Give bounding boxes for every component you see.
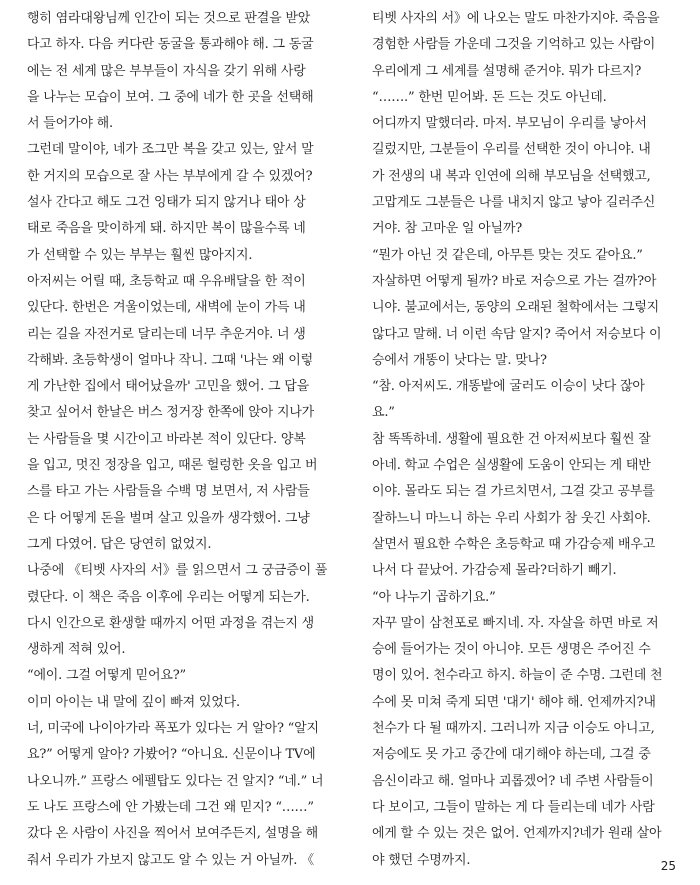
text-line: 가 선택할 수 있는 부부는 훨씬 많아지지. [27,247,253,263]
text-line: 설사 간다고 해도 그건 잉태가 되지 않거나 태아 상 [27,195,306,211]
text-line: 나오니까.” 프랑스 에펠탑도 있다는 건 알지? “네.” 너 [27,773,324,789]
text-line: 야 했던 수명까지. [372,852,471,868]
text-line: 우리에게 그 세계를 설명해 준거야. 뭐가 다르지? [372,63,642,79]
text-line: 않다고 말해. 너 이런 속담 알지? 죽어서 저승보다 이 [372,326,662,342]
text-line: 에게 할 수 있는 것은 없어. 언제까지?네가 원래 살아 [372,826,662,842]
text-line: 나서 다 끝났어. 가감승제 몰라?더하기 빼기. [372,563,617,579]
page-number: 25 [660,859,676,873]
text-line: 살면서 필요한 수학은 초등학교 때 가감승제 배우고 [372,536,656,552]
text-line: 생하게 적혀 있어. [27,642,126,658]
text-line: 렸단다. 이 책은 죽음 이후에 우리는 어떻게 되는가. [27,589,310,605]
text-line: 승에 들어가는 것이 아니야. 모든 생명은 주어진 수 [372,642,651,658]
text-line: 천수가 다 될 때까지. 그러니까 지금 이승도 아니고, [372,721,655,737]
text-line: 는 사람들을 몇 시간이고 바라본 적이 있단다. 양복 [27,431,306,447]
text-line: “아 나누기 곱하기요.” [372,589,496,605]
text-line: 니야. 불교에서는, 동양의 오래된 철학에서는 그렇지 [372,300,660,316]
left-text-column [27,6,335,874]
text-line: 아네. 학교 수업은 실생활에 도움이 안되는 게 태반 [372,458,651,474]
text-line: 줘서 우리가 가보지 않고도 알 수 있는 거 아닐까. 《 [27,852,314,868]
text-line: 게 가난한 집에서 태어났을까' 고민을 했어. 그 답을 [27,379,309,395]
text-line: 수에 못 미쳐 죽게 되면 '대기' 해야 해. 언제까지?내 [372,694,656,710]
text-line: 각해봐. 초등학생이 얼마나 작니. 그때 '나는 왜 이렇 [27,352,313,368]
text-line: 도 나도 프랑스에 안 가봤는데 그건 왜 믿지? “……” [27,799,314,815]
text-line: 갔다 온 사람이 사진을 찍어서 보여주든지, 설명을 해 [27,826,318,842]
text-line: 너, 미국에 나이아가라 폭포가 있다는 거 알아? “알지 [27,721,319,737]
text-line: 승에서 개똥이 낫다는 말. 맞나? [372,352,547,368]
text-line: 나중에 《티벳 사자의 서》를 읽으면서 그 궁금증이 풀 [27,563,328,579]
text-line: 티벳 사자의 서》에 나오는 말도 마찬가지야. 죽음을 [372,11,660,26]
text-line: 저승에도 못 가고 중간에 대기해야 하는데, 그걸 중 [372,747,651,763]
text-line: 가 전생의 내 복과 인연에 의해 부모님을 선택했고, [372,168,651,184]
right-text-column [372,6,680,874]
text-line: 요?” 어떻게 알아? 가봤어? “아니요. 신문이나 TV에 [27,747,316,763]
text-line: 다 보이고, 그들이 말하는 게 다 들리는데 네가 사람 [372,799,655,815]
text-line: 을 나누는 모습이 보여. 그 중에 네가 한 곳을 선택해 [27,89,314,105]
text-line: 에는 전 세계 많은 부부들이 자식을 갖기 위해 사랑 [27,63,306,79]
text-line: 음신이라고 해. 얼마나 괴롭겠어? 네 주변 사람들이 [372,773,654,789]
text-line: 그런데 말이야, 네가 조그만 복을 갖고 있는, 앞서 말 [27,142,314,158]
text-line: 참 똑똑하네. 생활에 필요한 건 아저씨보다 훨씬 잘 [372,431,651,447]
text-line: 길렀지만, 그분들이 우리를 선택한 것이 아니야. 내 [372,142,651,158]
text-line: 명이 있어. 천수라고 하지. 하늘이 준 수명. 그런데 천 [372,668,663,684]
text-line: “…….” 한번 믿어봐. 돈 드는 것도 아닌데. [372,89,607,105]
text-line: 태로 죽음을 맞이하게 돼. 하지만 복이 많을수록 네 [27,221,306,237]
text-line: 거야. 참 고마운 일 아닐까? [372,221,523,237]
text-line: 행히 염라대왕님께 인간이 되는 것으로 판결을 받았 [27,11,311,26]
text-line: 자꾸 말이 삼천포로 빠지네. 자. 자살을 하면 바로 저 [372,615,659,631]
text-line: 그게 다였어. 답은 당연히 없었지. [27,536,212,552]
text-line: 어디까지 말했더라. 마저. 부모님이 우리를 낳아서 [372,116,647,132]
text-line: 아저씨는 어릴 때, 초등학교 때 우유배달을 한 적이 [27,273,306,289]
text-line: 자살하면 어떻게 될까? 바로 저승으로 가는 걸까?아 [372,273,657,289]
text-line: 찾고 싶어서 한날은 버스 정거장 한쪽에 앉아 지나가 [27,405,315,421]
text-line: 리는 길을 자전거로 달리는데 너무 추운거야. 너 생 [27,326,306,342]
text-line: 고맙게도 그분들은 나를 내치지 않고 낳아 길러주신 [372,195,656,211]
text-line: 이야. 몰라도 되는 걸 가르치면서, 그걸 갖고 공부를 [372,484,655,500]
text-line: “뭔가 아닌 것 같은데, 아무튼 맞는 것도 같아요.” [372,247,643,263]
text-line: 을 입고, 멋진 정장을 입고, 때론 헐렁한 옷을 입고 버 [27,458,318,474]
text-line: 요.” [372,405,395,421]
text-line: “참. 아저씨도. 개똥밭에 굴러도 이승이 낫다 잖아 [372,379,645,395]
text-line: 이미 아이는 내 말에 깊이 빠져 있었다. [27,694,240,710]
text-line: 경험한 사람들 가운데 그것을 기억하고 있는 사람이 [372,37,656,53]
text-line: 은 다 어떻게 돈을 벌며 살고 있을까 생각했어. 그냥 [27,510,310,526]
text-line: 서 들어가야 해. [27,116,113,132]
text-line: “에이. 그걸 어떻게 믿어요?” [27,668,186,684]
text-line: 있단다. 한번은 겨울이었는데, 새벽에 눈이 가득 내 [27,300,306,316]
text-line: 잘하느니 마느니 하는 우리 사회가 참 웃긴 사회야. [372,510,651,526]
text-line: 한 거지의 모습으로 잘 사는 부부에게 갈 수 있겠어? [27,168,313,184]
text-line: 다시 인간으로 환생할 때까지 어떤 과정을 겪는지 생 [27,615,315,631]
text-line: 다고 하자. 다음 커다란 동굴을 통과해야 해. 그 동굴 [27,37,314,53]
text-line: 스를 타고 가는 사람들을 수백 명 보면서, 저 사람들 [27,484,310,500]
